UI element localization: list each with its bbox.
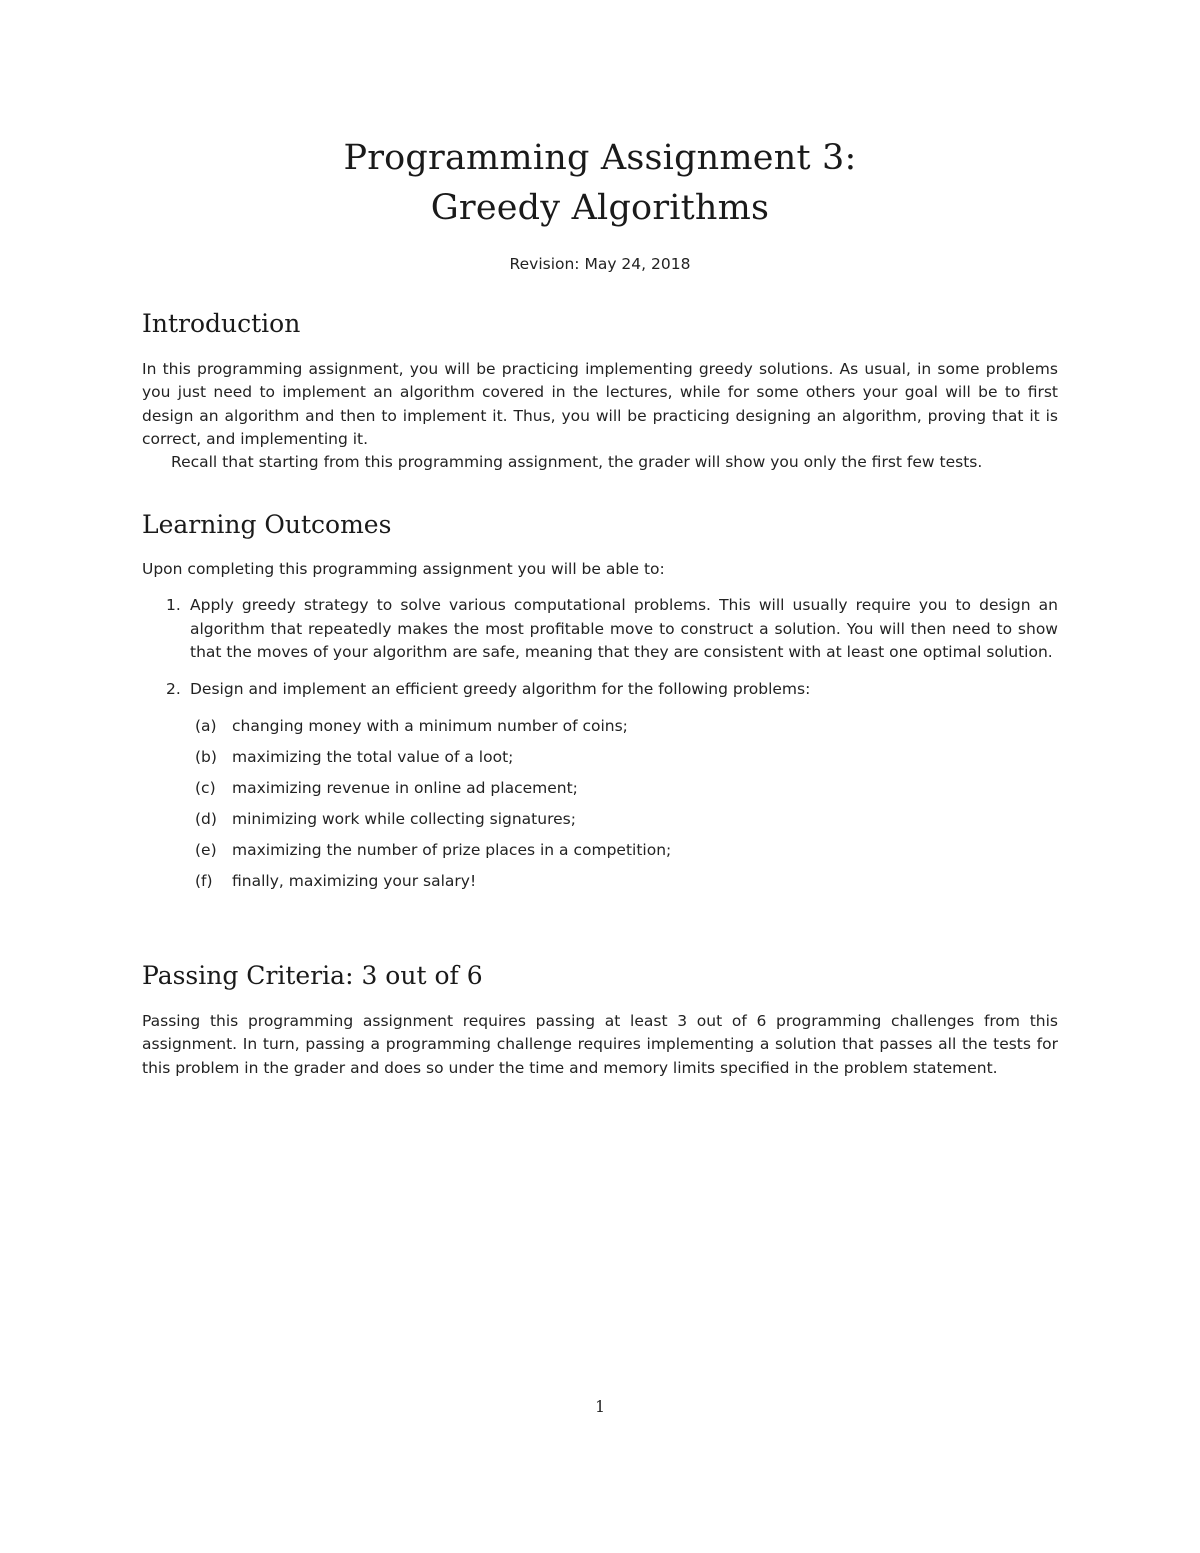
sublist-item [190, 808, 1058, 839]
sublist-item [190, 715, 1058, 746]
list-item [142, 594, 1058, 664]
sublist-marker: (d) [195, 810, 217, 829]
outcomes-list [142, 594, 1058, 901]
introduction-paragraph-2: Recall that starting from this programming assignment, the grader will show you only the first few tests. [171, 453, 983, 472]
learning-outcomes-heading: Learning Outcomes [142, 510, 392, 539]
page-number: 1 [595, 1398, 605, 1416]
list-item-text: Design and implement an efficient greedy algorithm for the following problems: [190, 680, 811, 699]
revision-date: Revision: May 24, 2018 [509, 255, 691, 273]
sublist-item-text: minimizing work while collecting signatures; [232, 810, 576, 829]
document-title [0, 133, 1200, 233]
passing-criteria-section [142, 959, 1058, 1080]
sublist-item-text: maximizing revenue in online ad placement; [232, 779, 578, 798]
sublist-marker: (e) [195, 841, 217, 860]
sublist-item [190, 746, 1058, 777]
introduction-section [142, 307, 1058, 474]
learning-outcomes-section [142, 508, 1058, 901]
passing-criteria-paragraph: Passing this programming assignment requires passing at least 3 out of 6 programming challenges from this assignment. In turn, passing a programming challenge requires implementing a solution that passes all the tests for this problem in the grader and does so under the time and memory limits specified in the problem statement. [142, 1012, 1058, 1077]
sublist-item [190, 870, 1058, 901]
introduction-heading: Introduction [142, 309, 301, 338]
title-line-2: Greedy Algorithms [430, 188, 770, 228]
sublist-item-text: maximizing the total value of a loot; [232, 748, 514, 767]
introduction-paragraph-1: In this programming assignment, you will be practicing implementing greedy solutions. As usual, in some problems you just need to implement an algorithm covered in the lectures, while for some others your goal will be to first design an algorithm and then to implement it. Thus, you will be practicing designing an algorithm, proving that it is correct, and implementing it. [142, 360, 1058, 448]
sublist-marker: (a) [195, 717, 217, 736]
sublist-marker: (c) [195, 779, 216, 798]
list-item-text: Apply greedy strategy to solve various computational problems. This will usually require you to design an algorithm that repeatedly makes the most profitable move to construct a solution. You will then need to show that the moves of your algorithm are safe, meaning that they are consistent with at least one optimal solution. [190, 596, 1058, 661]
sublist-item-text: finally, maximizing your salary! [232, 872, 477, 891]
list-item [142, 678, 1058, 901]
sublist-marker: (b) [195, 748, 217, 767]
learning-outcomes-lead: Upon completing this programming assignment you will be able to: [142, 560, 665, 578]
sublist-marker: (f) [195, 872, 213, 891]
passing-criteria-heading: Passing Criteria: 3 out of 6 [142, 961, 483, 990]
sublist-item [190, 777, 1058, 808]
problems-sublist [190, 715, 1058, 901]
list-marker: 1. [166, 596, 181, 615]
sublist-item-text: changing money with a minimum number of coins; [232, 717, 628, 736]
sublist-item [190, 839, 1058, 870]
sublist-item-text: maximizing the number of prize places in a competition; [232, 841, 672, 860]
list-marker: 2. [166, 680, 181, 699]
title-line-1: Programming Assignment 3: [343, 138, 857, 178]
